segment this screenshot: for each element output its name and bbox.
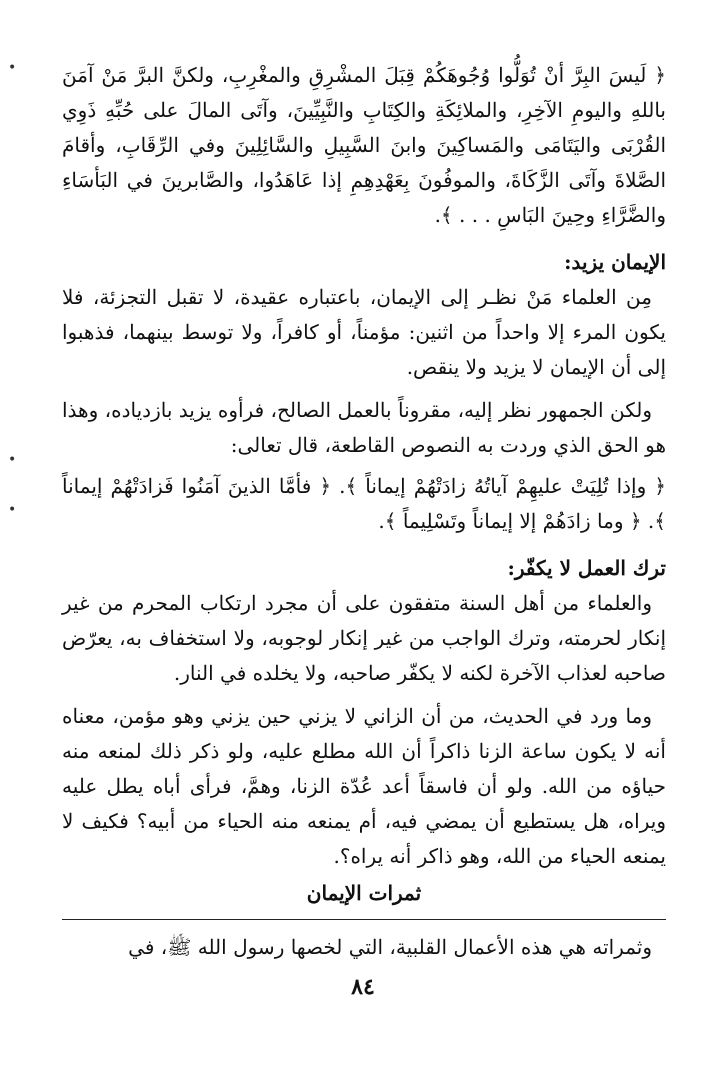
section-heading-abandoning-deeds: ترك العمل لا يكفّر: <box>507 556 666 580</box>
paragraph-majority-view: ولكن الجمهور نظر إليه، مقروناً بالعمل الصالح، فرأوه يزيد بازدياده، وهذا هو الحق الذي وردت به النصوص القاطعة، قال تعالى: <box>62 398 666 457</box>
paragraph-hadith-explanation: وما ورد في الحديث، من أن الزاني لا يزني حين يزني وهو مؤمن، معناه أنه لا يكون ساعة الزنا ذاكراً أن الله مطلع عليه، ولو ذكر ذلك لمنعه منه حياؤه من الله. ولو أن فاسقاً أعد عُدّة الزنا، وهمَّ، فرأى أباه يطل عليه ويراه، هل يستطيع أن يمضي فيه، أم يمنعه منه الحياء من أبيه؟ فكيف لا يمنعه الحياء من الله، وهو ذاكر أنه يراه؟. <box>62 704 666 868</box>
page-content <box>62 58 666 965</box>
quran-verse-righteousness: ﴿ لَيسَ البِرَّ أنْ تُوَلُّوا وُجُوهَكُمْ قِبَلَ المشْرِقِ والمغْرِبِ، ولكنَّ البرَّ مَنْ آمَنَ باللهِ واليومِ الآخِرِ، والملائِكَةِ والكِتَابِ والنَّبِيِّينَ، وآتَى المالَ على حُبِّهِ ذَوِي القُرْبَى واليَتَامَى والمَساكِينَ وابنَ السَّبِيلِ والسَّائِلِينَ وفي الرِّقَابِ، وأقامَ الصَّلاةَ وآتَى الزَّكَاةَ، والموفُونَ بِعَهْدِهِمِ إذا عَاهَدُوا، والصَّابرينَ في البَأسَاءِ والضَّرَّاءِ وحِينَ البَاسِ . . . ﴾. <box>62 63 666 227</box>
section-heading-fruits-of-faith: ثمرات الإيمان <box>306 881 422 905</box>
quran-verses-increase: ﴿ وإذا تُلِيَتْ عليهِمْ آياتُهُ زادَتْهُمْ إيماناً ﴾. ﴿ فأمَّا الذينَ آمَنُوا فَزادَتْهُمْ إيماناً ﴾. ﴿ وما زادَهُمْ إلا إيماناً وتَسْلِيماً ﴾. <box>62 474 666 533</box>
paragraph-scholars-view: مِن العلماء مَنْ نظـر إلى الإيمان، باعتباره عقيدة، لا تقبل التجزئة، فلا يكون المرء إلا واحداً من اثنين: مؤمناً، أو كافراً، ولا توسط بينهما، فذهبوا إلى أن الإيمان لا يزيد ولا ينقص. <box>62 285 666 379</box>
paragraph-sunnah-scholars: والعلماء من أهل السنة متفقون على أن مجرد ارتكاب المحرم من غير إنكار لحرمته، وترك الواجب من غير إنكار لوجوبه، ولا استخفاف به، يعرّض صاحبه لعذاب الآخرة لكنه لا يكفّر صاحبه، ولا يخلده في النار. <box>62 591 666 685</box>
margin-dot: • <box>8 452 17 468</box>
paragraph-fruits: وثمراته هي هذه الأعمال القلبية، التي لخصها رسول الله ﷺ، في <box>128 935 652 959</box>
margin-dot: • <box>8 502 17 518</box>
page-number: ٨٤ <box>351 974 375 1000</box>
section-divider <box>62 919 666 920</box>
margin-dot: • <box>8 60 17 76</box>
section-heading-faith-increases: الإيمان يزيد: <box>564 250 666 274</box>
